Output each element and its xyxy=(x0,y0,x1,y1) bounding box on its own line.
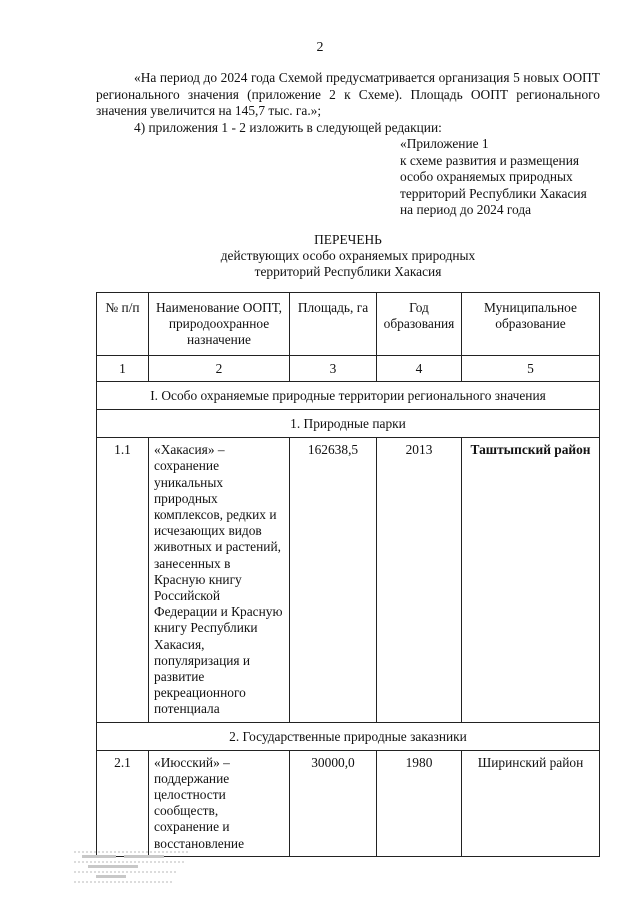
list-title: ПЕРЕЧЕНЬ xyxy=(314,232,382,247)
row-area: 30000,0 xyxy=(290,750,377,856)
appendix-note xyxy=(400,136,620,219)
header-cell-year: Год образования xyxy=(377,293,462,356)
list-subtitle-line: действующих особо охраняемых природных xyxy=(220,248,476,263)
page-number: 2 xyxy=(316,40,324,55)
row-name: «Июсский» – поддержание целостности сообществ, сохранение и восстановление xyxy=(149,750,290,856)
list-heading xyxy=(96,232,600,280)
column-number-cell: 2 xyxy=(149,356,290,382)
section-row xyxy=(97,382,600,410)
row-municipality: Таштыпский район xyxy=(462,438,600,722)
faded-stamp xyxy=(72,846,192,890)
list-subtitle-line: территорий Республики Хакасия xyxy=(254,264,442,279)
table-row xyxy=(97,438,600,722)
column-number-cell: 5 xyxy=(462,356,600,382)
header-cell-number: № п/п xyxy=(97,293,149,356)
intro-paragraph-2: 4) приложения 1 - 2 изложить в следующей редакции: xyxy=(134,119,442,135)
appendix-note-line: территорий Республики Хакасия xyxy=(400,185,587,201)
row-year: 2013 xyxy=(377,438,462,722)
intro-paragraph-1: «На период до 2024 года Схемой предусматривается организация 5 новых ООПТ регионального значения (приложение 2 к Схеме). Площадь ООПТ регионального значения увеличится на 145,7 тыс. га.»; xyxy=(96,70,600,118)
row-area: 162638,5 xyxy=(290,438,377,722)
subsection-heading: 2. Государственные природные заказники xyxy=(97,722,600,750)
appendix-note-line: особо охраняемых природных xyxy=(400,169,573,184)
row-number: 1.1 xyxy=(97,438,149,722)
header-cell-municipality: Муниципальное образование xyxy=(462,293,600,356)
header-cell-area: Площадь, га xyxy=(290,293,377,356)
header-cell-name: Наименование ООПТ, природоохранное назначение xyxy=(149,293,290,356)
subsection-row xyxy=(97,410,600,438)
appendix-note-line: на период до 2024 года xyxy=(400,202,532,217)
row-number: 2.1 xyxy=(97,750,149,856)
table-row xyxy=(97,750,600,856)
intro-text xyxy=(96,70,600,136)
appendix-note-line: к схеме развития и размещения xyxy=(400,152,580,168)
row-name: «Хакасия» – сохранение уникальных природных комплексов, редких и исчезающих видов животных и растений, занесенных в Красную книгу Российской Федерации и Красную книгу Республики Хакасия, популяризация и развитие рекреационного потенциала xyxy=(149,438,290,722)
column-number-cell: 4 xyxy=(377,356,462,382)
column-number-cell: 3 xyxy=(290,356,377,382)
table-header-row xyxy=(97,293,600,356)
row-municipality: Ширинский район xyxy=(462,750,600,856)
section-heading: I. Особо охраняемые природные территории регионального значения xyxy=(97,382,600,410)
subsection-heading: 1. Природные парки xyxy=(97,410,600,438)
appendix-note-line: «Приложение 1 xyxy=(400,136,489,151)
column-number-cell: 1 xyxy=(97,356,149,382)
protected-areas-table xyxy=(96,292,600,857)
column-numbers-row xyxy=(97,356,600,382)
row-year: 1980 xyxy=(377,750,462,856)
subsection-row xyxy=(97,722,600,750)
